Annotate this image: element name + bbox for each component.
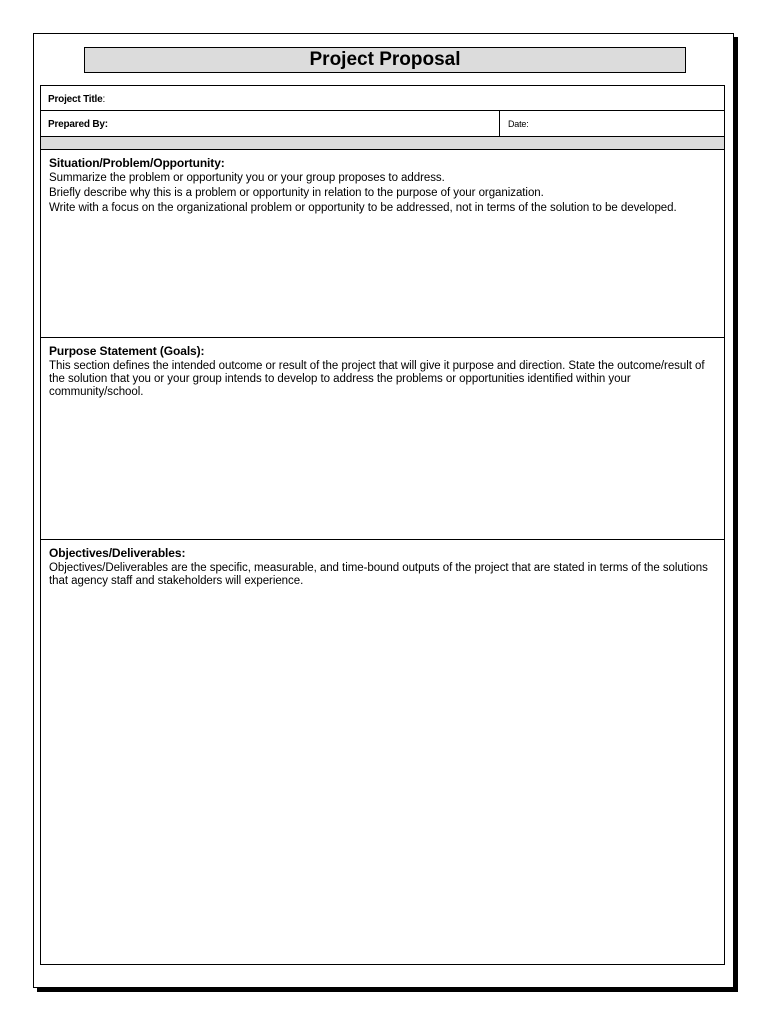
document-title: Project Proposal: [84, 47, 686, 73]
section-situation-text-1: Summarize the problem or opportunity you or your group proposes to address.: [49, 172, 445, 184]
date-field[interactable]: [499, 111, 726, 136]
project-title-colon: :: [102, 94, 106, 105]
document-page: [33, 33, 734, 988]
section-situation[interactable]: [41, 150, 724, 338]
prepared-by-label-group: [48, 119, 108, 130]
project-title-label-group: [48, 94, 105, 105]
section-objectives-text: Objectives/Deliverables are the specific, measurable, and time-bound outputs of the project that are stated in terms of the solutions that agency staff and stakeholders will experience.: [49, 562, 708, 587]
section-situation-heading: Situation/Problem/Opportunity:: [49, 156, 225, 170]
proposal-form: [40, 85, 725, 965]
section-divider: [41, 137, 724, 150]
section-objectives[interactable]: [41, 540, 724, 964]
section-purpose-heading: Purpose Statement (Goals):: [49, 344, 205, 358]
section-purpose[interactable]: [41, 338, 724, 540]
section-situation-text-2: Briefly describe why this is a problem or opportunity in relation to the purpose of your organization.: [49, 187, 544, 199]
date-label: Date:: [508, 119, 529, 129]
section-objectives-heading: Objectives/Deliverables:: [49, 546, 186, 560]
project-title-label: Project Title: [48, 94, 103, 105]
section-situation-text-3: Write with a focus on the organizational problem or opportunity to be addressed, not in terms of the solution to be developed.: [49, 202, 677, 214]
prepared-by-label: Prepared By:: [48, 119, 108, 130]
project-title-row[interactable]: [41, 86, 724, 111]
section-purpose-text: This section defines the intended outcome or result of the project that will give it purpose and direction. State the outcome/result of the solution that you or your group intends to develop to address the problems or opportunities identified within your community/school.: [49, 360, 705, 398]
prepared-by-row[interactable]: [41, 111, 724, 137]
